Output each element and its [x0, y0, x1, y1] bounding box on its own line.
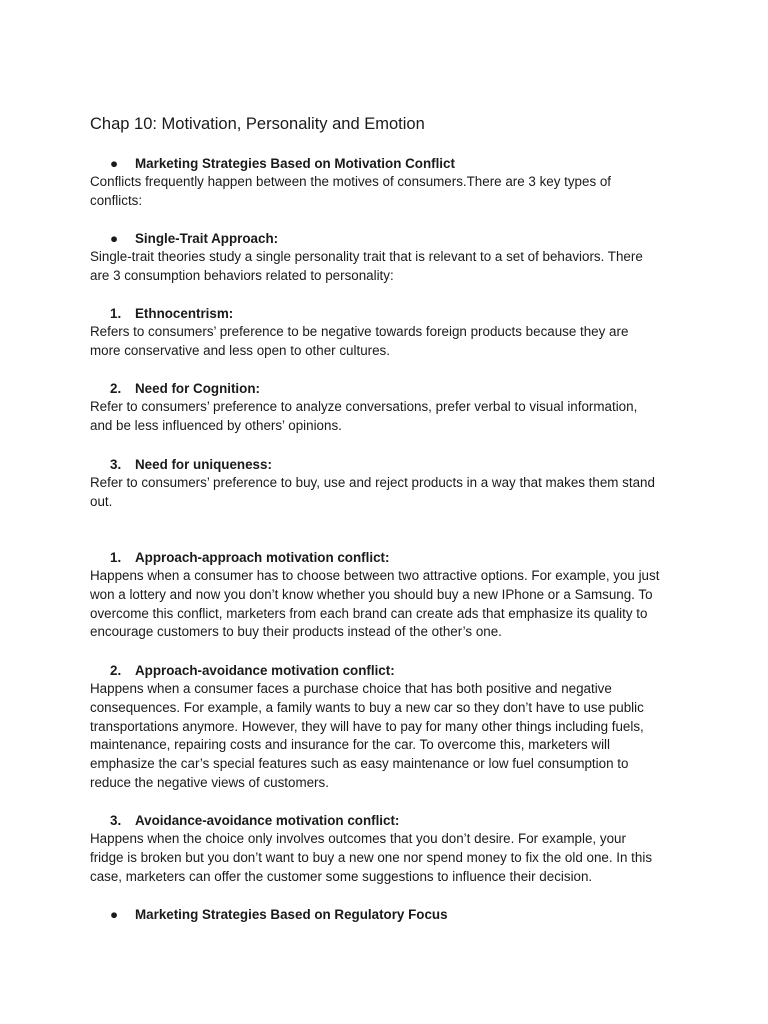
body-line: Happens when a consumer faces a purchase choice that has both positive and negative: [90, 681, 612, 696]
bullet-marker: ●: [110, 156, 119, 171]
body-line: Conflicts frequently happen between the motives of consumers.There are 3 key types of: [90, 174, 612, 189]
list-number: 2.: [110, 381, 122, 396]
section-heading: [90, 379, 690, 398]
body-line: Happens when a consumer has to choose between two attractive options. For example, you just: [90, 568, 660, 583]
bullet-marker: ●: [110, 907, 119, 922]
section-body: [90, 567, 690, 642]
body-line: and be less influenced by others’ opinions.: [90, 417, 342, 433]
body-line: won a lottery and now you don’t know whether you should buy a new IPhone or a Samsung. To: [90, 586, 653, 602]
section-heading: [90, 811, 690, 830]
heading-text: Approach-avoidance motivation conflict:: [135, 663, 395, 678]
section-heading: [90, 455, 690, 474]
body-line: Happens when the choice only involves outcomes that you don’t desire. For example, your: [90, 831, 626, 846]
heading-text: Single-Trait Approach:: [135, 231, 279, 246]
body-line: conflicts:: [90, 192, 143, 208]
section-regulatory-focus: [90, 905, 690, 924]
section-heading: [90, 304, 690, 323]
heading-text: Ethnocentrism:: [135, 306, 234, 321]
body-line: encourage customers to buy their products instead of the other’s one.: [90, 624, 502, 640]
bullet-marker: ●: [110, 231, 119, 246]
heading-text: Need for Cognition:: [135, 381, 260, 396]
section-body: [90, 830, 690, 886]
body-line: Refer to consumers’ preference to analyze conversations, prefer verbal to visual information,: [90, 399, 638, 414]
body-line: emphasize the car’s special features such as easy maintenance or low fuel consumption to: [90, 756, 629, 772]
list-number: 2.: [110, 663, 122, 678]
body-line: overcome this conflict, marketers from each brand can create ads that emphasize its quality to: [90, 605, 648, 621]
section-body: [90, 173, 690, 211]
body-line: case, marketers can offer the customer some suggestions to influence their decision.: [90, 868, 593, 884]
section-single-trait: [90, 229, 690, 286]
section-approach-approach: [90, 548, 690, 642]
section-body: [90, 323, 690, 361]
section-body: [90, 248, 690, 286]
section-avoidance-avoidance: [90, 811, 690, 886]
body-line: reduce the negative views of customers.: [90, 774, 329, 790]
heading-text: Marketing Strategies Based on Regulatory Focus: [135, 907, 448, 922]
section-approach-avoidance: [90, 661, 690, 793]
section-need-for-cognition: [90, 379, 690, 436]
section-body: [90, 680, 690, 793]
body-line: consequences. For example, a family wants to buy a new car so they don’t have to use public: [90, 699, 644, 715]
heading-text: Marketing Strategies Based on Motivation Conflict: [135, 156, 455, 171]
body-line: Refer to consumers’ preference to buy, use and reject products in a way that makes them stand: [90, 475, 655, 490]
section-motivation-conflict: [90, 154, 690, 211]
section-need-for-uniqueness: [90, 455, 690, 512]
page-title: Chap 10: Motivation, Personality and Emotion: [90, 115, 425, 133]
section-ethnocentrism: [90, 304, 690, 361]
section-body: [90, 474, 690, 512]
list-number: 1.: [110, 550, 122, 565]
section-heading: [90, 548, 690, 567]
list-number: 1.: [110, 306, 122, 321]
section-heading: [90, 154, 690, 173]
section-heading: [90, 905, 690, 924]
body-line: transportations anymore. However, they will have to pay for many other things including fuels,: [90, 718, 644, 734]
body-line: Refers to consumers’ preference to be negative towards foreign products because they are: [90, 324, 629, 339]
section-body: [90, 398, 690, 436]
section-heading: [90, 229, 690, 248]
body-line: are 3 consumption behaviors related to personality:: [90, 267, 394, 283]
body-line: maintenance, repairing costs and insurance for the car. To overcome this, marketers will: [90, 737, 610, 753]
list-number: 3.: [110, 813, 122, 828]
section-heading: [90, 661, 690, 680]
heading-text: Approach-approach motivation conflict:: [135, 550, 390, 565]
heading-text: Avoidance-avoidance motivation conflict:: [135, 813, 400, 828]
body-line: out.: [90, 493, 113, 509]
heading-text: Need for uniqueness:: [135, 457, 272, 472]
body-line: fridge is broken but you don’t want to buy a new one nor spend money to fix the old one. In this: [90, 849, 653, 865]
body-line: Single-trait theories study a single personality trait that is relevant to a set of behaviors. There: [90, 249, 643, 264]
body-line: more conservative and less open to other cultures.: [90, 342, 390, 358]
list-number: 3.: [110, 457, 122, 472]
